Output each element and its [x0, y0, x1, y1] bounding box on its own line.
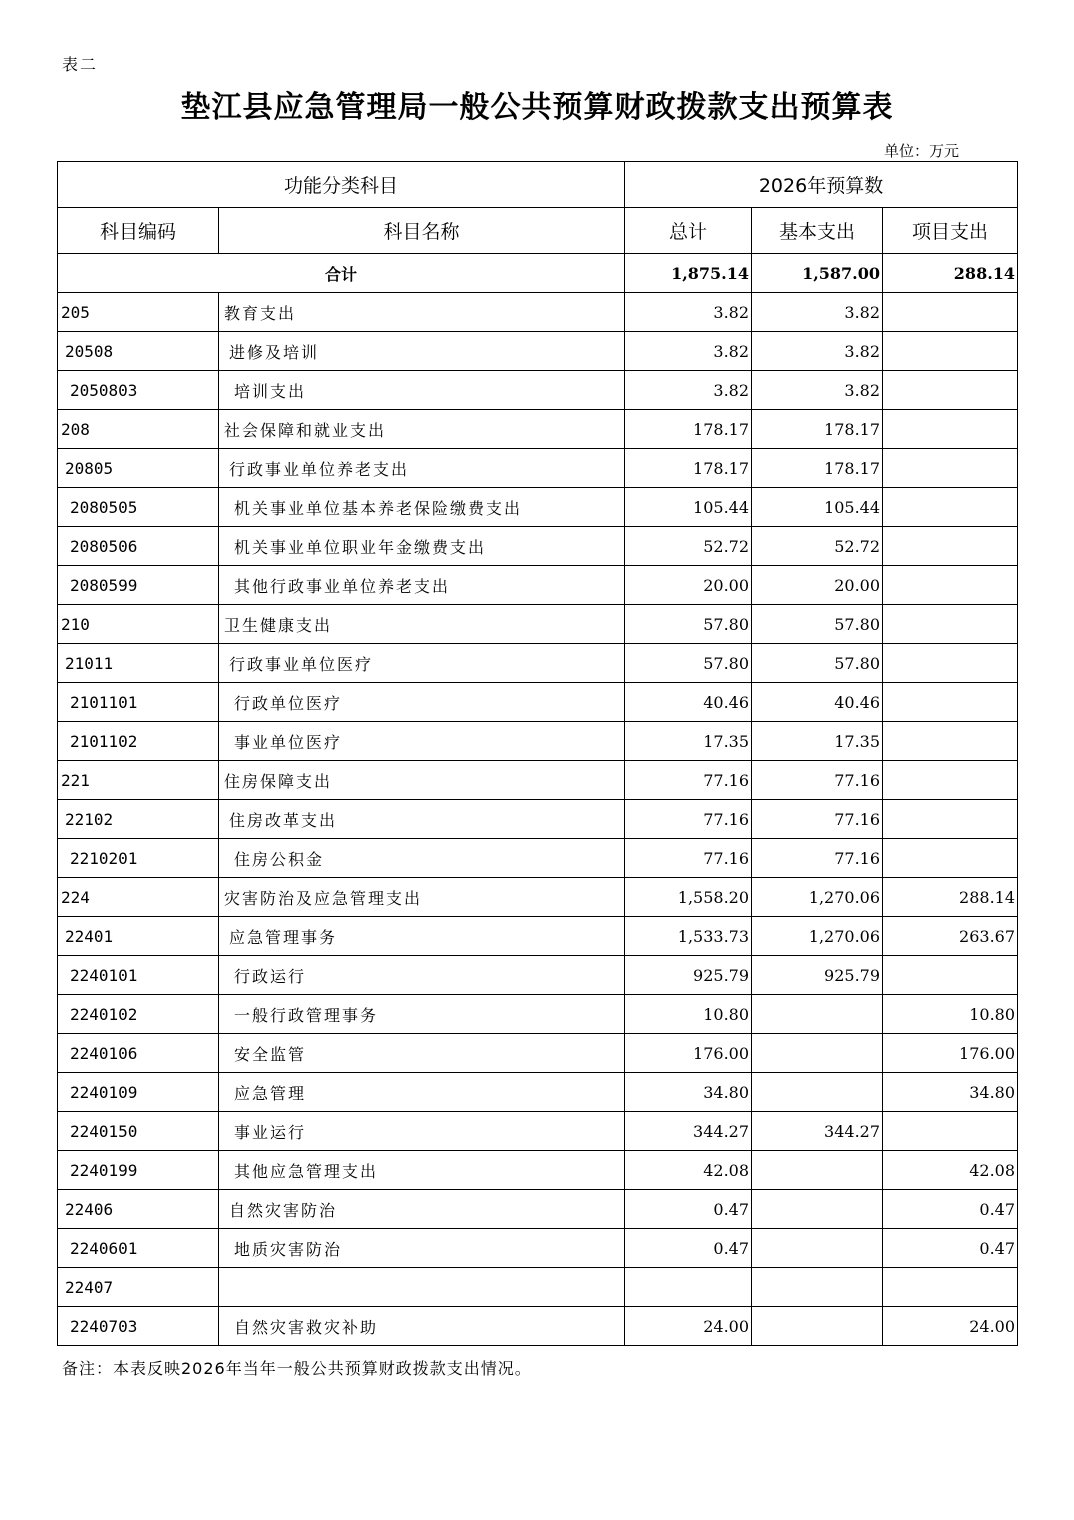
row-basic: 17.35 — [752, 722, 883, 761]
table-row — [58, 1034, 1018, 1073]
row-total: 925.79 — [625, 956, 752, 995]
row-code: 2101102 — [58, 722, 219, 761]
row-code: 2080599 — [58, 566, 219, 605]
row-name: 教育支出 — [219, 293, 625, 332]
row-name: 自然灾害救灾补助 — [219, 1307, 625, 1346]
row-basic: 57.80 — [752, 605, 883, 644]
row-code: 21011 — [58, 644, 219, 683]
row-name: 灾害防治及应急管理支出 — [219, 878, 625, 917]
table-row — [58, 1073, 1018, 1112]
row-basic: 178.17 — [752, 410, 883, 449]
table-row — [58, 995, 1018, 1034]
row-basic — [752, 995, 883, 1034]
budget-table — [57, 161, 1018, 1346]
row-project — [883, 566, 1018, 605]
row-total: 1,533.73 — [625, 917, 752, 956]
header-group-row — [58, 162, 1018, 208]
row-total: 0.47 — [625, 1190, 752, 1229]
table-row — [58, 1229, 1018, 1268]
row-project — [883, 332, 1018, 371]
table-row — [58, 566, 1018, 605]
row-basic: 3.82 — [752, 293, 883, 332]
row-basic: 57.80 — [752, 644, 883, 683]
row-project — [883, 956, 1018, 995]
row-project — [883, 1268, 1018, 1307]
row-code: 2210201 — [58, 839, 219, 878]
table-tag: 表二 — [62, 55, 99, 74]
row-total: 57.80 — [625, 644, 752, 683]
row-basic: 40.46 — [752, 683, 883, 722]
row-name: 进修及培训 — [219, 332, 625, 371]
row-project — [883, 1112, 1018, 1151]
row-project — [883, 839, 1018, 878]
total-label: 合计 — [58, 254, 625, 293]
row-basic: 1,270.06 — [752, 917, 883, 956]
row-basic — [752, 1034, 883, 1073]
row-name: 安全监管 — [219, 1034, 625, 1073]
row-code: 20805 — [58, 449, 219, 488]
row-total — [625, 1268, 752, 1307]
row-total: 1,558.20 — [625, 878, 752, 917]
row-project: 176.00 — [883, 1034, 1018, 1073]
row-name: 住房保障支出 — [219, 761, 625, 800]
row-code: 2240703 — [58, 1307, 219, 1346]
row-total: 57.80 — [625, 605, 752, 644]
row-project: 0.47 — [883, 1229, 1018, 1268]
header-basic: 基本支出 — [752, 208, 883, 254]
row-project: 0.47 — [883, 1190, 1018, 1229]
row-total: 24.00 — [625, 1307, 752, 1346]
unit-label: 单位：万元 — [884, 142, 960, 160]
row-basic: 925.79 — [752, 956, 883, 995]
row-basic — [752, 1307, 883, 1346]
row-project: 10.80 — [883, 995, 1018, 1034]
row-code: 2080505 — [58, 488, 219, 527]
row-name: 事业单位医疗 — [219, 722, 625, 761]
row-code: 2050803 — [58, 371, 219, 410]
row-project — [883, 293, 1018, 332]
row-basic: 3.82 — [752, 371, 883, 410]
row-code: 2240199 — [58, 1151, 219, 1190]
row-name: 自然灾害防治 — [219, 1190, 625, 1229]
table-row — [58, 1151, 1018, 1190]
row-project: 42.08 — [883, 1151, 1018, 1190]
row-code: 2240109 — [58, 1073, 219, 1112]
row-total: 77.16 — [625, 800, 752, 839]
row-name: 事业运行 — [219, 1112, 625, 1151]
table-row — [58, 1268, 1018, 1307]
row-code: 22102 — [58, 800, 219, 839]
row-basic: 20.00 — [752, 566, 883, 605]
row-code: 205 — [58, 293, 219, 332]
row-total: 77.16 — [625, 761, 752, 800]
row-name: 其他行政事业单位养老支出 — [219, 566, 625, 605]
row-code: 2240106 — [58, 1034, 219, 1073]
row-project — [883, 644, 1018, 683]
total-row — [58, 254, 1018, 293]
row-name: 卫生健康支出 — [219, 605, 625, 644]
row-code: 2101101 — [58, 683, 219, 722]
row-code: 2080506 — [58, 527, 219, 566]
header-name: 科目名称 — [219, 208, 625, 254]
row-total: 3.82 — [625, 332, 752, 371]
row-project — [883, 371, 1018, 410]
table-row — [58, 371, 1018, 410]
header-total: 总计 — [625, 208, 752, 254]
row-total: 42.08 — [625, 1151, 752, 1190]
row-basic — [752, 1190, 883, 1229]
row-project — [883, 449, 1018, 488]
row-total: 20.00 — [625, 566, 752, 605]
row-project — [883, 800, 1018, 839]
total-sum: 1,875.14 — [625, 254, 752, 293]
table-row — [58, 527, 1018, 566]
row-code: 22407 — [58, 1268, 219, 1307]
row-basic: 1,270.06 — [752, 878, 883, 917]
row-name: 地质灾害防治 — [219, 1229, 625, 1268]
row-basic: 3.82 — [752, 332, 883, 371]
row-basic: 105.44 — [752, 488, 883, 527]
header-code: 科目编码 — [58, 208, 219, 254]
row-total: 344.27 — [625, 1112, 752, 1151]
row-basic — [752, 1229, 883, 1268]
table-row — [58, 917, 1018, 956]
row-total: 77.16 — [625, 839, 752, 878]
row-project: 24.00 — [883, 1307, 1018, 1346]
row-name: 社会保障和就业支出 — [219, 410, 625, 449]
row-total: 17.35 — [625, 722, 752, 761]
row-code: 22406 — [58, 1190, 219, 1229]
row-name: 行政事业单位养老支出 — [219, 449, 625, 488]
row-basic — [752, 1073, 883, 1112]
table-row — [58, 605, 1018, 644]
table-row — [58, 878, 1018, 917]
row-project: 288.14 — [883, 878, 1018, 917]
footnote: 备注：本表反映2026年当年一般公共预算财政拨款支出情况。 — [62, 1359, 532, 1378]
row-name: 其他应急管理支出 — [219, 1151, 625, 1190]
row-name: 行政事业单位医疗 — [219, 644, 625, 683]
row-project: 263.67 — [883, 917, 1018, 956]
header-column-row — [58, 208, 1018, 254]
row-total: 178.17 — [625, 410, 752, 449]
header-budget-group: 2026年预算数 — [625, 162, 1018, 208]
row-name: 培训支出 — [219, 371, 625, 410]
row-name: 住房改革支出 — [219, 800, 625, 839]
row-project — [883, 605, 1018, 644]
row-total: 176.00 — [625, 1034, 752, 1073]
row-total: 178.17 — [625, 449, 752, 488]
row-total: 34.80 — [625, 1073, 752, 1112]
row-code: 2240102 — [58, 995, 219, 1034]
table-row — [58, 683, 1018, 722]
page-title: 垫江县应急管理局一般公共预算财政拨款支出预算表 — [180, 90, 894, 125]
row-total: 3.82 — [625, 371, 752, 410]
total-basic: 1,587.00 — [752, 254, 883, 293]
row-total: 0.47 — [625, 1229, 752, 1268]
row-total: 10.80 — [625, 995, 752, 1034]
row-project — [883, 761, 1018, 800]
row-basic: 77.16 — [752, 839, 883, 878]
row-basic: 178.17 — [752, 449, 883, 488]
row-name: 应急管理事务 — [219, 917, 625, 956]
row-project — [883, 410, 1018, 449]
row-project — [883, 527, 1018, 566]
row-project: 34.80 — [883, 1073, 1018, 1112]
row-code: 221 — [58, 761, 219, 800]
row-total: 52.72 — [625, 527, 752, 566]
row-name: 行政运行 — [219, 956, 625, 995]
row-code: 224 — [58, 878, 219, 917]
table-row — [58, 800, 1018, 839]
row-name: 机关事业单位职业年金缴费支出 — [219, 527, 625, 566]
table-row — [58, 332, 1018, 371]
table-row — [58, 722, 1018, 761]
row-basic: 344.27 — [752, 1112, 883, 1151]
table-row — [58, 410, 1018, 449]
row-code: 2240101 — [58, 956, 219, 995]
row-code: 210 — [58, 605, 219, 644]
row-project — [883, 683, 1018, 722]
row-code: 20508 — [58, 332, 219, 371]
row-name — [219, 1268, 625, 1307]
row-project — [883, 722, 1018, 761]
table-row — [58, 761, 1018, 800]
table-row — [58, 956, 1018, 995]
total-project: 288.14 — [883, 254, 1018, 293]
row-name: 行政单位医疗 — [219, 683, 625, 722]
row-code: 22401 — [58, 917, 219, 956]
row-name: 一般行政管理事务 — [219, 995, 625, 1034]
table-row — [58, 293, 1018, 332]
row-basic: 52.72 — [752, 527, 883, 566]
row-name: 应急管理 — [219, 1073, 625, 1112]
table-row — [58, 644, 1018, 683]
table-row — [58, 839, 1018, 878]
row-total: 3.82 — [625, 293, 752, 332]
table-row — [58, 1307, 1018, 1346]
row-code: 2240150 — [58, 1112, 219, 1151]
row-basic — [752, 1151, 883, 1190]
row-basic: 77.16 — [752, 800, 883, 839]
row-code: 2240601 — [58, 1229, 219, 1268]
header-function-group: 功能分类科目 — [58, 162, 625, 208]
table-row — [58, 1190, 1018, 1229]
row-basic: 77.16 — [752, 761, 883, 800]
table-row — [58, 1112, 1018, 1151]
row-total: 40.46 — [625, 683, 752, 722]
table-row — [58, 488, 1018, 527]
row-total: 105.44 — [625, 488, 752, 527]
row-name: 机关事业单位基本养老保险缴费支出 — [219, 488, 625, 527]
table-row — [58, 449, 1018, 488]
row-code: 208 — [58, 410, 219, 449]
row-project — [883, 488, 1018, 527]
row-basic — [752, 1268, 883, 1307]
header-project: 项目支出 — [883, 208, 1018, 254]
row-name: 住房公积金 — [219, 839, 625, 878]
